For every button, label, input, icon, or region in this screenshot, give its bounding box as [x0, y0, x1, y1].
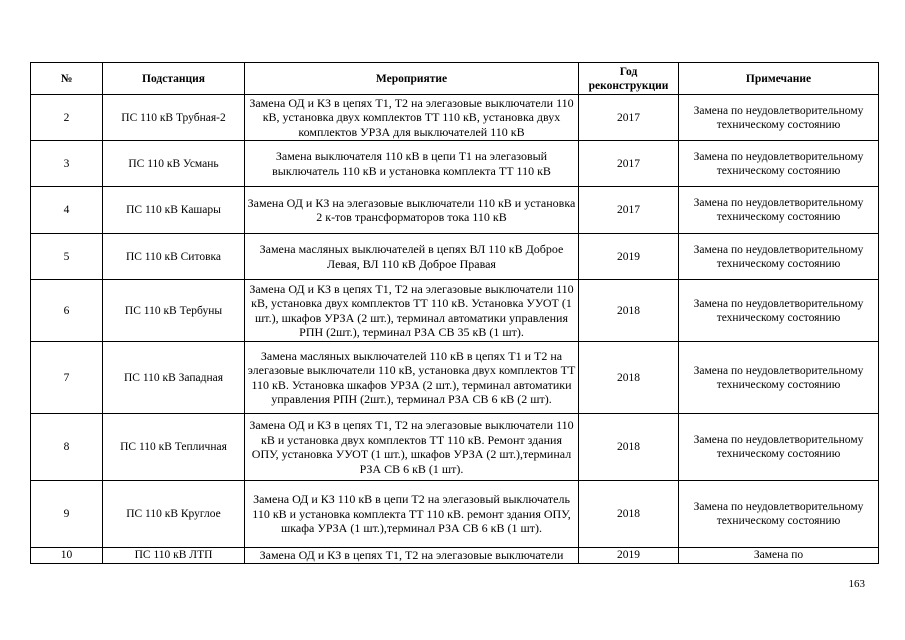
header-event: Мероприятие: [245, 63, 579, 95]
cell-event: Замена выключателя 110 кВ в цепи Т1 на элегазовый выключатель 110 кВ и установка комплекта ТТ 110 кВ: [245, 141, 579, 187]
table-row: [31, 481, 879, 548]
cell-note: Замена по неудовлетворительному техническому состоянию: [679, 187, 879, 234]
header-substation: Подстанция: [103, 63, 245, 95]
cell-year: 2018: [579, 280, 679, 342]
cell-substation: ПС 110 кВ Тербуны: [103, 280, 245, 342]
cell-num: 10: [31, 548, 103, 564]
cell-note: Замена по неудовлетворительному техническому состоянию: [679, 414, 879, 481]
cell-year: 2017: [579, 141, 679, 187]
cell-note: Замена по неудовлетворительному техническому состоянию: [679, 280, 879, 342]
table-row: [31, 548, 879, 564]
cell-event: Замена ОД и КЗ 110 кВ в цепи Т2 на элегазовый выключатель 110 кВ и установка комплекта ТТ 110 кВ. ремонт здания ОПУ, шкафа УРЗА (1 шт.),терминал РЗА СВ 6 кВ (1 шт).: [245, 481, 579, 548]
cell-substation: ПС 110 кВ Ситовка: [103, 234, 245, 280]
cell-note: Замена по неудовлетворительному техническому состоянию: [679, 342, 879, 414]
cell-num: 7: [31, 342, 103, 414]
cell-substation: ПС 110 кВ Усмань: [103, 141, 245, 187]
cell-substation: ПС 110 кВ Тепличная: [103, 414, 245, 481]
cell-substation: ПС 110 кВ Трубная-2: [103, 95, 245, 141]
cell-num: 2: [31, 95, 103, 141]
cell-note: Замена по: [679, 548, 879, 564]
header-note: Примечание: [679, 63, 879, 95]
page-number: 163: [848, 578, 865, 590]
table-row: [31, 95, 879, 141]
cell-note: Замена по неудовлетворительному техническому состоянию: [679, 481, 879, 548]
cell-year: 2018: [579, 481, 679, 548]
table-row: [31, 234, 879, 280]
cell-substation: ПС 110 кВ Западная: [103, 342, 245, 414]
cell-event: Замена ОД и КЗ на элегазовые выключатели 110 кВ и установка 2 к-тов трансформаторов тока 110 кВ: [245, 187, 579, 234]
cell-year: 2017: [579, 95, 679, 141]
cell-year: 2018: [579, 414, 679, 481]
cell-note: Замена по неудовлетворительному техническому состоянию: [679, 234, 879, 280]
cell-num: 4: [31, 187, 103, 234]
cell-event: Замена ОД и КЗ в цепях Т1, Т2 на элегазовые выключатели 110 кВ, установка двух комплектов ТТ 110 кВ, установка двух комплектов УРЗА для выключателей 110 кВ: [245, 95, 579, 141]
header-year: Год реконструкции: [579, 63, 679, 95]
table-header-row: [31, 63, 879, 95]
reconstruction-table: [30, 62, 879, 564]
cell-note: Замена по неудовлетворительному техническому состоянию: [679, 141, 879, 187]
cell-substation: ПС 110 кВ Круглое: [103, 481, 245, 548]
cell-event: Замена ОД и КЗ в цепях Т1, Т2 на элегазовые выключатели 110 кВ и установка двух комплектов ТТ 110 кВ. Ремонт здания ОПУ, установка УУОТ (1 шт.), шкафов УРЗА (2 шт.),терминал РЗА СВ 6 кВ (1 шт).: [245, 414, 579, 481]
table-row: [31, 414, 879, 481]
table-row: [31, 187, 879, 234]
cell-year: 2019: [579, 548, 679, 564]
cell-num: 5: [31, 234, 103, 280]
cell-note: Замена по неудовлетворительному техническому состоянию: [679, 95, 879, 141]
cell-event: Замена масляных выключателей в цепях ВЛ 110 кВ Доброе Левая, ВЛ 110 кВ Доброе Правая: [245, 234, 579, 280]
cell-year: 2019: [579, 234, 679, 280]
table-row: [31, 280, 879, 342]
cell-year: 2018: [579, 342, 679, 414]
table-row: [31, 141, 879, 187]
cell-event: Замена ОД и КЗ в цепях Т1, Т2 на элегазовые выключатели: [245, 548, 579, 564]
cell-substation: ПС 110 кВ Кашары: [103, 187, 245, 234]
cell-event: Замена ОД и КЗ в цепях Т1, Т2 на элегазовые выключатели 110 кВ, установка двух комплектов ТТ 110 кВ. Установка УУОТ (1 шт.), шкафов УРЗА (2 шт.), терминал автоматики управления РПН (2шт.), терминал РЗА СВ 35 кВ (1 шт).: [245, 280, 579, 342]
cell-num: 9: [31, 481, 103, 548]
cell-substation: ПС 110 кВ ЛТП: [103, 548, 245, 564]
cell-num: 6: [31, 280, 103, 342]
cell-event: Замена масляных выключателей 110 кВ в цепях Т1 и Т2 на элегазовые выключатели 110 кВ, установка двух комплектов ТТ 110 кВ. Установка шкафов УРЗА (2 шт.), терминал автоматики управления РПН (2шт.), терминал РЗА СВ 6 кВ (2 шт).: [245, 342, 579, 414]
cell-num: 3: [31, 141, 103, 187]
cell-num: 8: [31, 414, 103, 481]
table-row: [31, 342, 879, 414]
cell-year: 2017: [579, 187, 679, 234]
header-num: №: [31, 63, 103, 95]
